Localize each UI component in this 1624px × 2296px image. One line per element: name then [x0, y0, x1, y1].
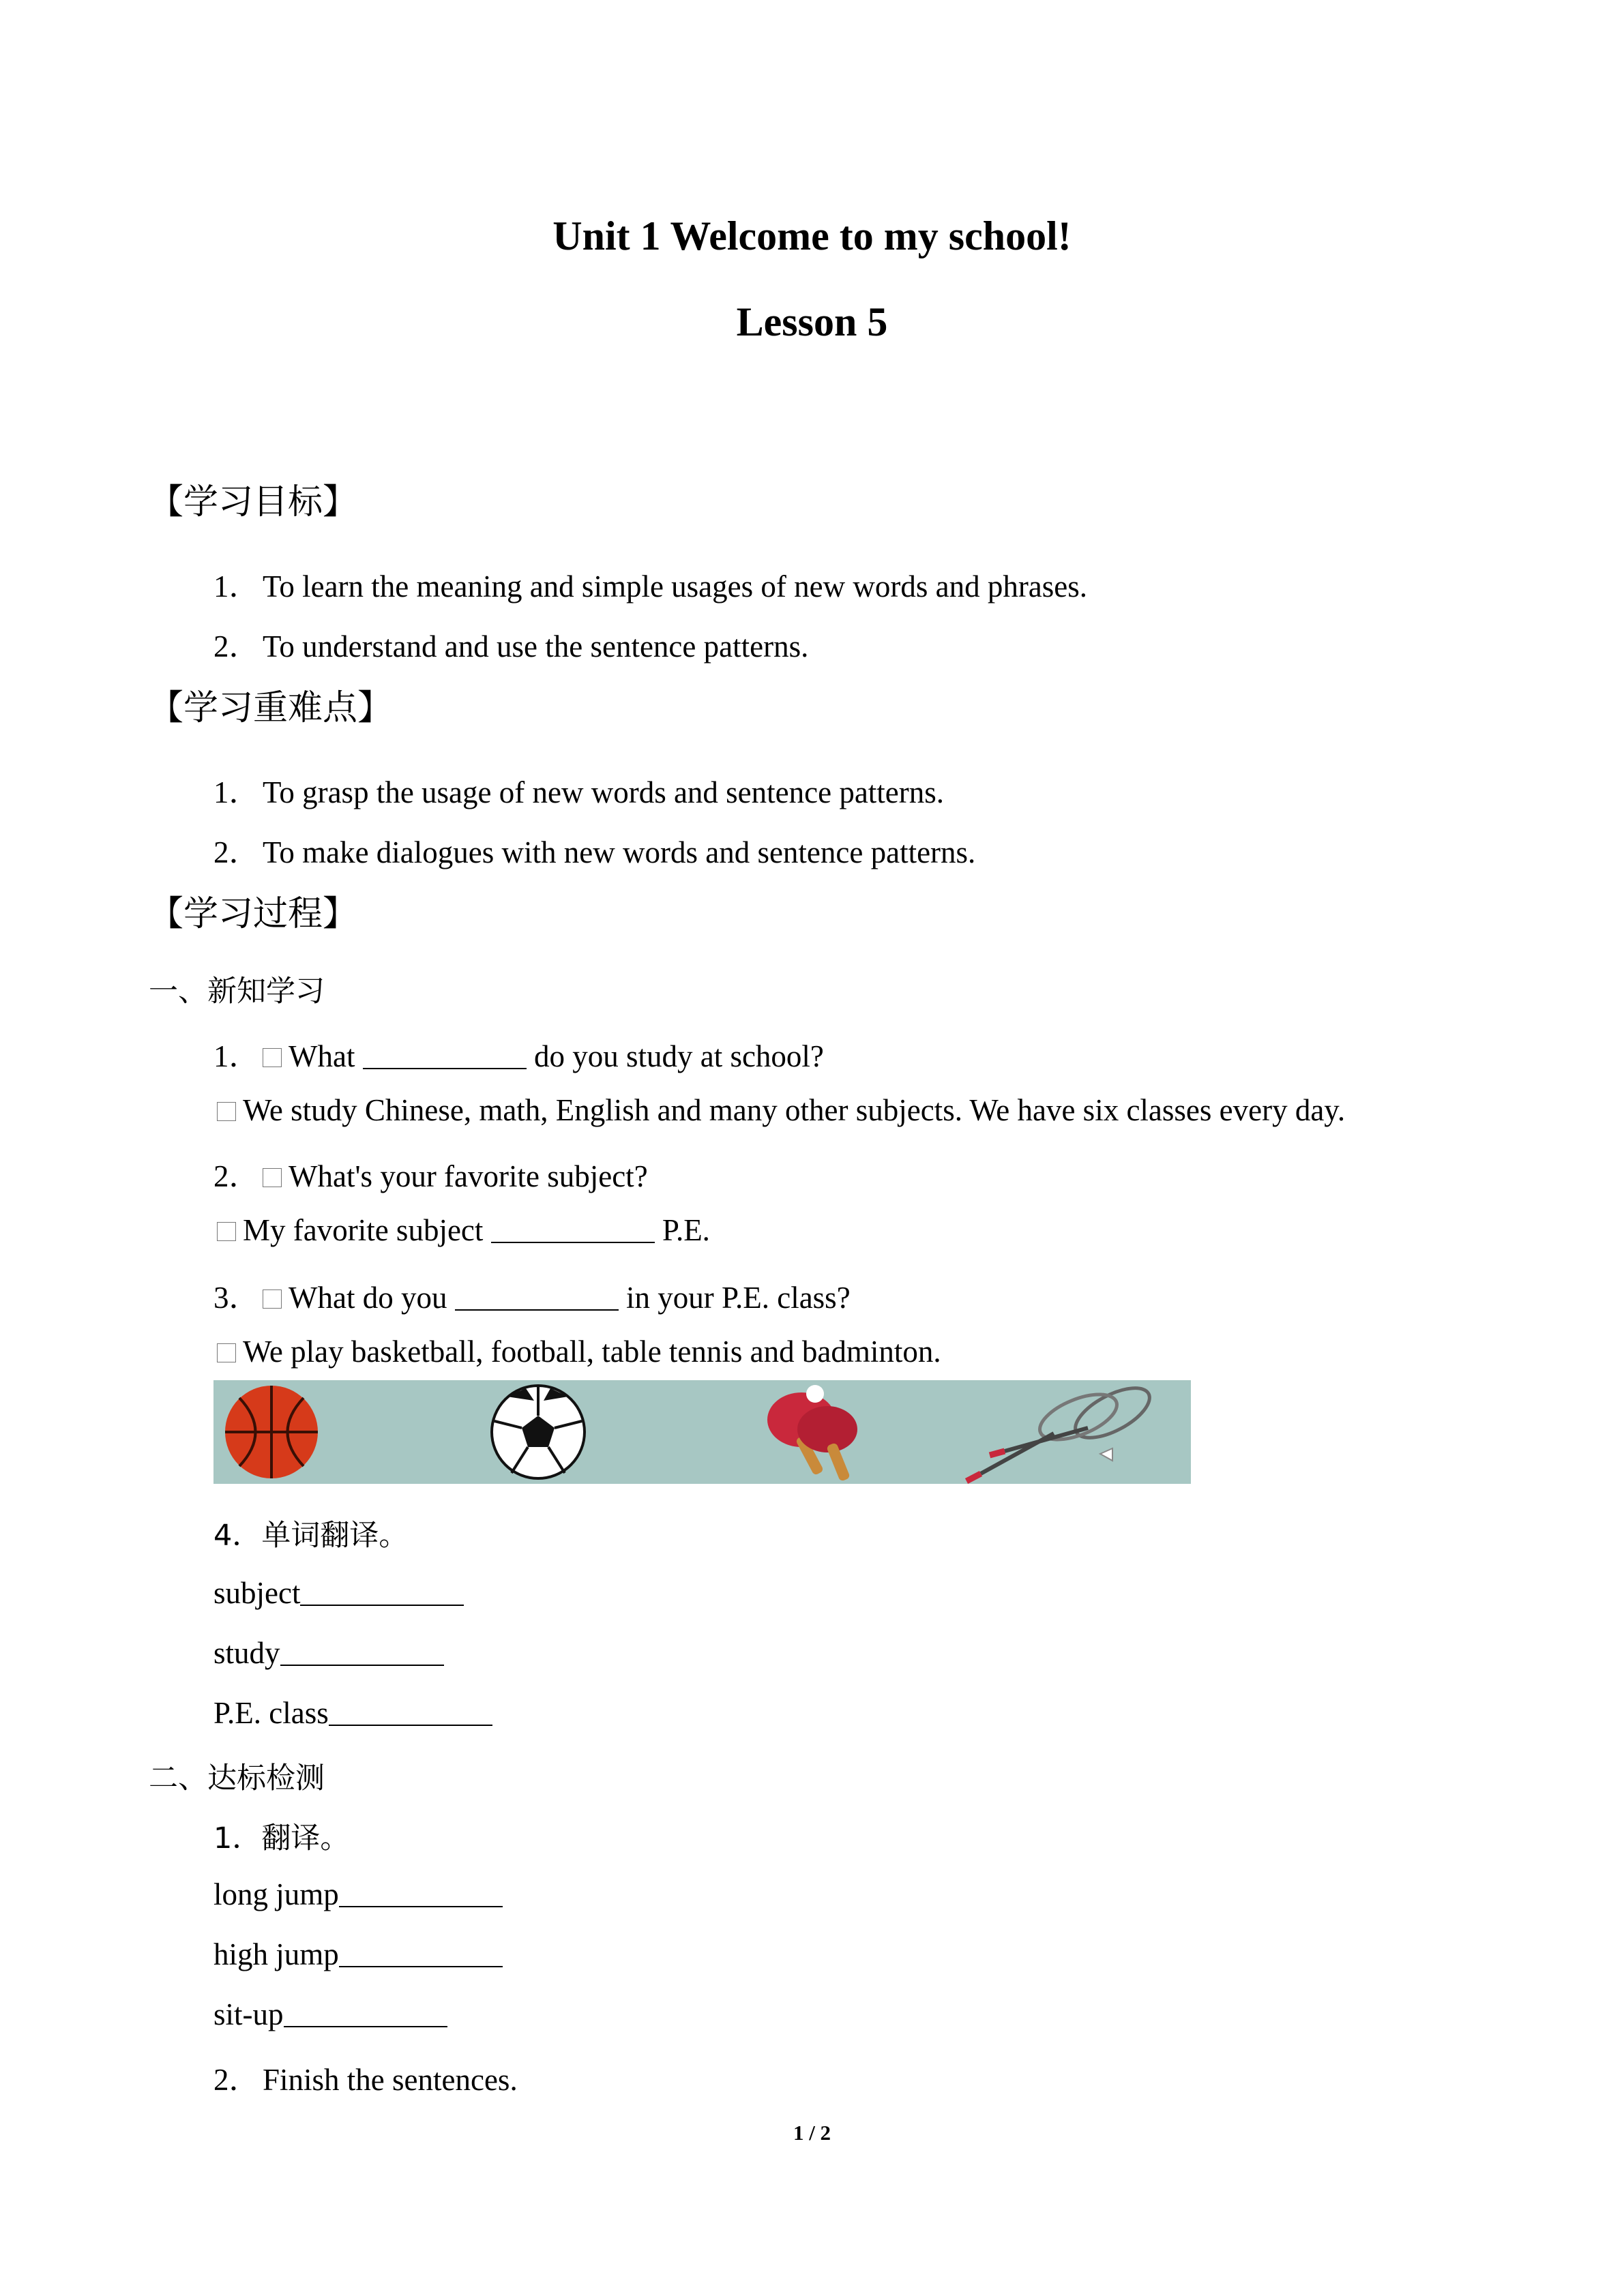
translate-word: subject	[213, 1575, 464, 1611]
table-tennis-icon	[767, 1385, 857, 1482]
question-4-label: 4．单词翻译。	[213, 1519, 409, 1553]
checkbox-icon	[263, 1168, 282, 1187]
answer-blank[interactable]	[280, 1637, 444, 1666]
part2-heading: 二、达标检测	[149, 1761, 325, 1795]
objective-item: 2．To understand and use the sentence patterns.	[213, 629, 809, 664]
answer-blank[interactable]	[284, 1999, 447, 2027]
checkbox-icon	[217, 1222, 236, 1241]
question-1-b: We study Chinese, math, English and many other subjects. We have six classes every day.	[217, 1092, 1345, 1128]
section-process: 【学习过程】	[149, 894, 358, 934]
section-key-points: 【学习重难点】	[149, 688, 393, 728]
section-objectives: 【学习目标】	[149, 482, 358, 522]
key-point-item: 2．To make dialogues with new words and sentence patterns.	[213, 835, 976, 869]
answer-blank[interactable]	[491, 1214, 655, 1243]
lesson-title: Lesson 5	[736, 299, 888, 344]
checkbox-icon	[217, 1343, 236, 1362]
question-2-b: My favorite subject P.E.	[217, 1212, 710, 1248]
translate-word: P.E. class	[213, 1695, 492, 1731]
checkbox-icon	[263, 1289, 282, 1309]
checkbox-icon	[263, 1048, 282, 1067]
answer-blank[interactable]	[329, 1697, 492, 1726]
basketball-icon	[225, 1386, 318, 1478]
checkbox-icon	[217, 1102, 236, 1121]
translate-word: high jump	[213, 1937, 503, 1972]
part2-question-1-label: 1．翻译。	[213, 1821, 350, 1855]
question-3-a: 3． What do you in your P.E. class?	[213, 1281, 851, 1315]
question-2-a: 2． What's your favorite subject?	[213, 1159, 648, 1193]
translate-word: study	[213, 1635, 444, 1671]
answer-blank[interactable]	[339, 1939, 503, 1967]
answer-blank[interactable]	[455, 1282, 619, 1311]
question-1-a: 1． What do you study at school?	[213, 1039, 824, 1073]
question-3-b: We play basketball, football, table tennis and badminton.	[217, 1334, 941, 1369]
part2-question-2: 2．Finish the sentences.	[213, 2063, 518, 2097]
translate-word: long jump	[213, 1877, 503, 1912]
answer-blank[interactable]	[339, 1879, 503, 1907]
key-point-item: 1．To grasp the usage of new words and sentence patterns.	[213, 775, 945, 809]
sports-equipment-image	[213, 1380, 1191, 1484]
answer-blank[interactable]	[300, 1577, 464, 1606]
part1-heading: 一、新知学习	[149, 974, 325, 1009]
page-number: 1 / 2	[793, 2121, 831, 2145]
unit-title: Unit 1 Welcome to my school!	[552, 213, 1072, 258]
football-icon	[492, 1386, 585, 1478]
translate-word: sit-up	[213, 1997, 447, 2032]
objective-item: 1．To learn the meaning and simple usages of new words and phrases.	[213, 569, 1088, 603]
answer-blank[interactable]	[363, 1041, 527, 1069]
badminton-icon	[966, 1380, 1157, 1481]
